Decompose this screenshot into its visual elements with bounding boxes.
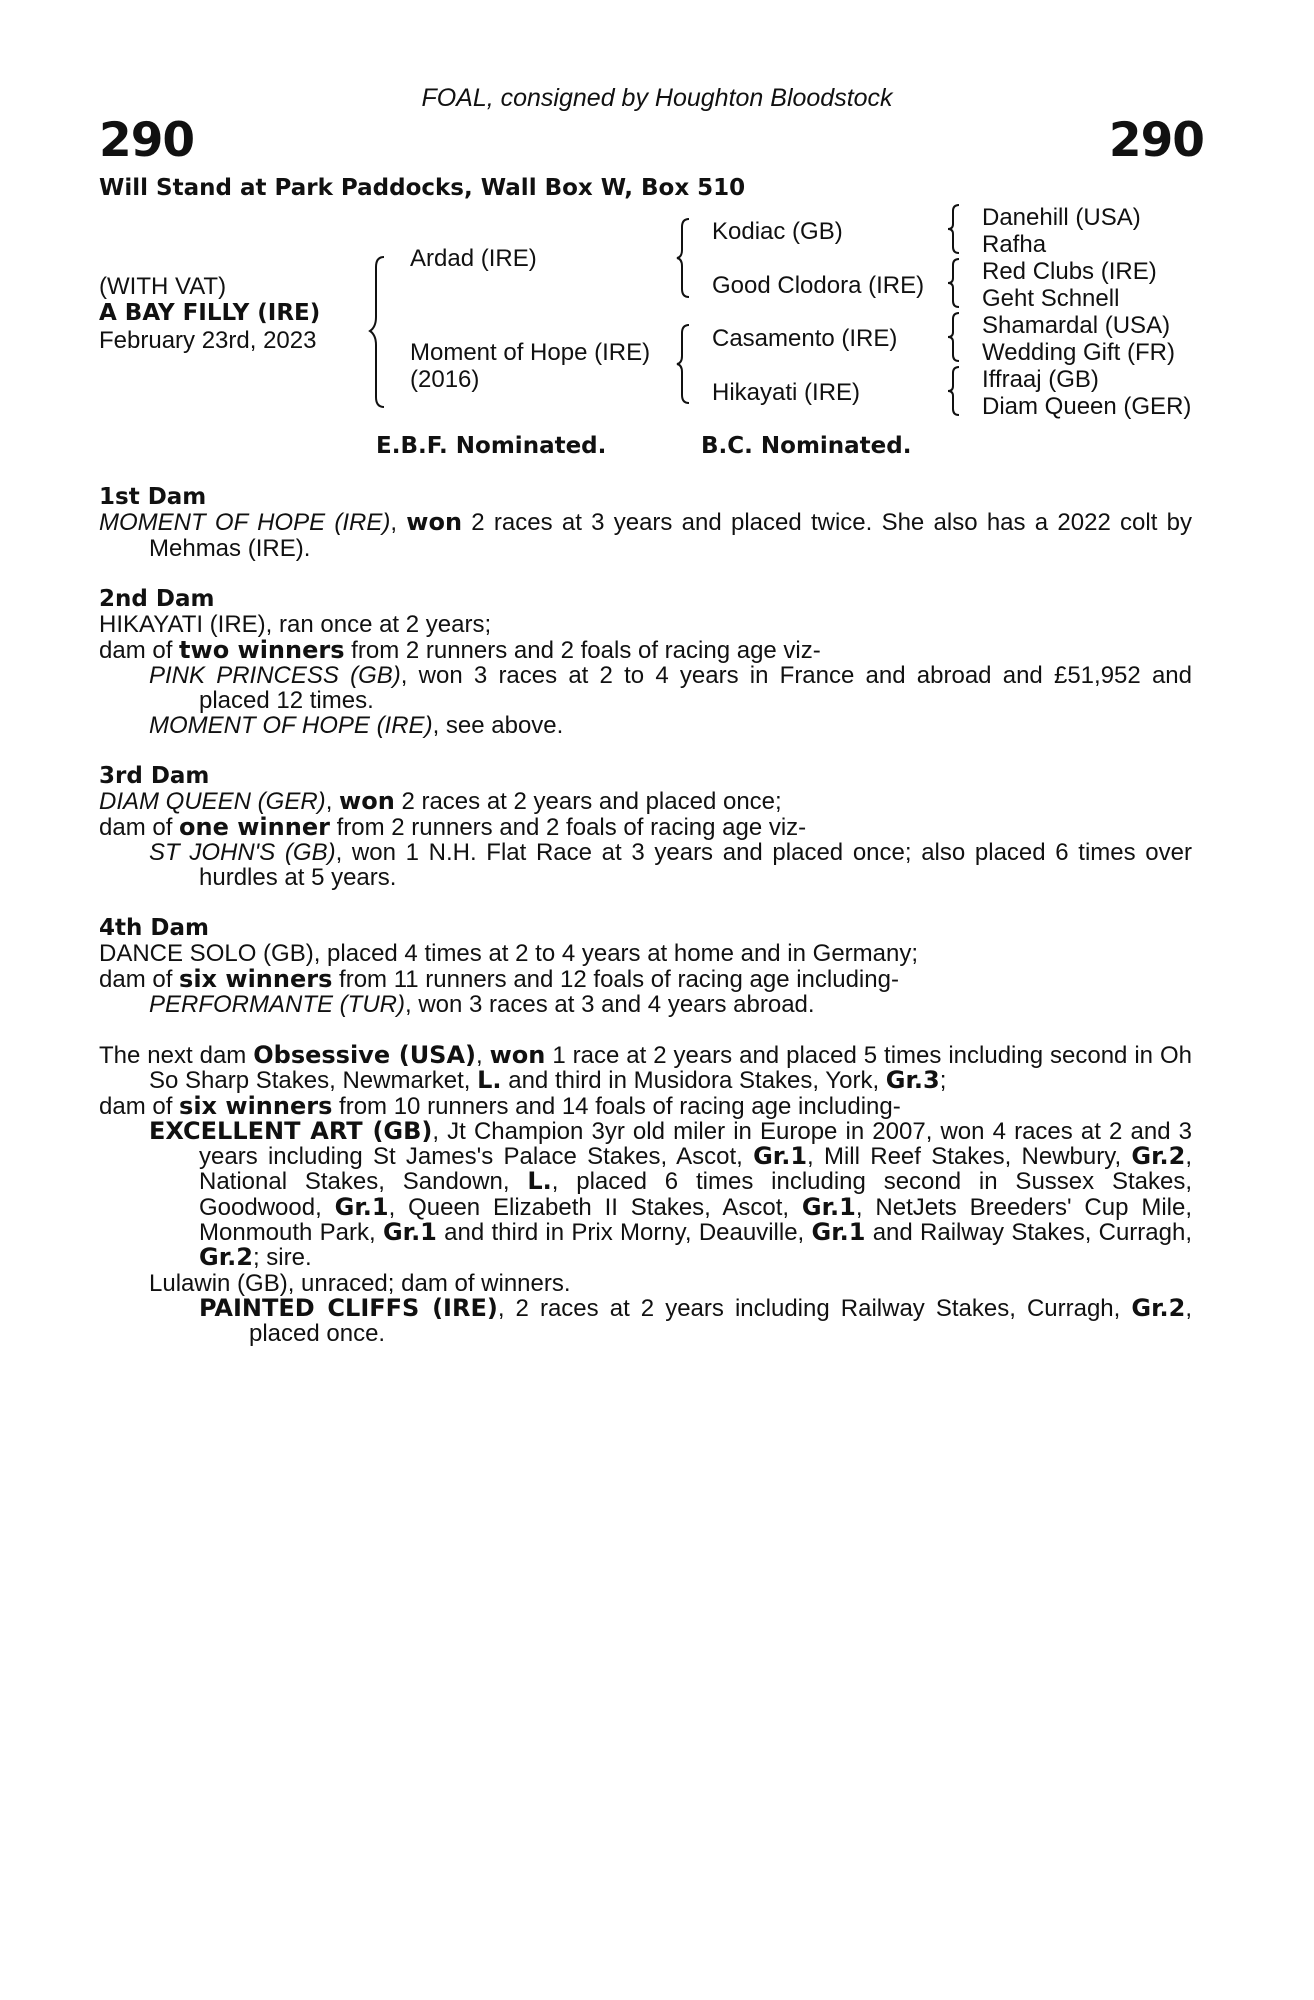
text: 1 race at 2 years and placed 5 times including second in Oh So Sharp Stakes, Newmarket, — [149, 1042, 1192, 1095]
text: and Railway Stakes, Curragh, — [865, 1219, 1193, 1247]
text: , placed 6 times including second in Sussex Stakes, Goodwood, — [199, 1168, 1193, 1221]
text: , won 3 races at 2 to 4 years in France and abroad and £51,952 and placed 12 times. — [199, 661, 1192, 715]
text: dam of — [99, 813, 180, 841]
winners-count: two winners — [179, 635, 345, 664]
produce-name: EXCELLENT ART (GB) — [149, 1116, 433, 1145]
lot-number-left: 290 — [99, 113, 195, 168]
great-grandsire-1: Danehill (USA) — [982, 204, 1141, 231]
produce-name: MOMENT OF HOPE (IRE) — [149, 712, 433, 740]
text: , Queen Elizabeth II Stakes, Ascot, — [388, 1193, 802, 1221]
text: from 2 runners and 2 foals of racing age viz- — [344, 636, 821, 664]
text: and third in Musidora Stakes, York, — [501, 1067, 886, 1095]
first-dam-record — [99, 510, 1192, 561]
text: from 2 runners and 2 foals of racing age viz- — [329, 813, 807, 841]
first-dam-heading: 1st Dam — [99, 484, 207, 510]
third-dam-record — [99, 789, 1192, 814]
dam-sire: Casamento (IRE) — [712, 325, 898, 352]
third-dam-heading: 3rd Dam — [99, 763, 210, 789]
group-label: Gr.2 — [1131, 1142, 1186, 1171]
text: The next dam — [99, 1042, 254, 1069]
great-grandsire-7: Iffraaj (GB) — [982, 366, 1099, 393]
text: , NetJets Breeders' Cup Mile, Monmouth Park, — [199, 1193, 1192, 1247]
great-grandsire-5: Shamardal (USA) — [982, 312, 1171, 339]
text: , Jt Champion 3yr old miler in Europe in 2007, won 4 races at 2 and 3 years including St James's Palace Stakes, Ascot, — [199, 1117, 1193, 1171]
lot-number-right: 290 — [1108, 113, 1204, 168]
pedigree-bracket-g56 — [948, 311, 964, 363]
produce-entry — [99, 992, 1192, 1017]
third-dam-name: DIAM QUEEN (GER) — [99, 788, 326, 816]
third-dam-section — [99, 764, 1192, 890]
group-label: Gr.1 — [811, 1218, 866, 1247]
text: , 2 races at 2 years including Railway Stakes, Curragh, — [497, 1294, 1132, 1322]
consignment-line: FOAL, consigned by Houghton Bloodstock — [421, 84, 893, 112]
produce-entry — [99, 840, 1192, 891]
text: ; — [939, 1067, 947, 1095]
produce-entry — [99, 713, 1192, 738]
text: ; sire. — [252, 1244, 312, 1272]
winners-count: one winner — [179, 812, 330, 841]
third-dam-produce-summary — [99, 812, 1192, 841]
text: , won 3 races at 3 and 4 years abroad. — [404, 990, 815, 1018]
group-label: Gr.1 — [801, 1192, 856, 1221]
fourth-dam-record: DANCE SOLO (GB), placed 4 times at 2 to 4 years at home and in Germany; — [99, 940, 919, 968]
sire: Ardad (IRE) — [410, 245, 537, 272]
text: , Mill Reef Stakes, Newbury, — [807, 1143, 1132, 1171]
listed-label: L. — [527, 1167, 552, 1196]
won-label: won — [339, 787, 395, 816]
subject-name: A BAY FILLY (IRE) — [99, 300, 321, 326]
text: , placed once. — [249, 1294, 1193, 1348]
second-dam-record: HIKAYATI (IRE), ran once at 2 years; — [99, 611, 492, 639]
stand-location: Will Stand at Park Paddocks, Wall Box W, Box 510 — [99, 175, 746, 201]
text: dam of — [99, 965, 180, 993]
next-dam-section — [99, 1043, 1192, 1347]
group-label: Gr.1 — [334, 1192, 389, 1221]
great-granddam-8: Diam Queen (GER) — [982, 393, 1192, 420]
second-dam-produce-summary — [99, 635, 1192, 664]
second-dam-heading: 2nd Dam — [99, 586, 215, 612]
fourth-dam-section — [99, 916, 1192, 1017]
text: , — [325, 788, 340, 816]
pedigree-bracket-g12 — [948, 203, 964, 255]
winners-count: six winners — [179, 964, 333, 993]
winners-count: six winners — [179, 1091, 333, 1120]
fourth-dam-heading: 4th Dam — [99, 915, 209, 941]
group-label: Gr.2 — [199, 1243, 253, 1272]
great-grandsire-3: Red Clubs (IRE) — [982, 258, 1157, 285]
pedigree-bracket-g78 — [948, 365, 964, 417]
vat-note: (WITH VAT) — [99, 273, 227, 300]
group-label: Gr.1 — [753, 1142, 808, 1171]
next-dam-record — [99, 1043, 1192, 1094]
produce-name: PINK PRINCESS (GB) — [149, 661, 401, 689]
text: 2 races at 3 years and placed twice. She also has a 2022 colt by Mehmas (IRE). — [149, 509, 1193, 562]
sire-dam: Good Clodora (IRE) — [712, 272, 925, 299]
pedigree-bracket-sire — [677, 217, 695, 299]
text: , National Stakes, Sandown, — [199, 1143, 1192, 1196]
first-dam-section — [99, 485, 1192, 561]
text: from 11 runners and 12 foals of racing age including- — [332, 965, 899, 993]
group-label: Gr.1 — [382, 1218, 437, 1247]
great-granddam-2: Rafha — [982, 231, 1047, 258]
pedigree-bracket-g34 — [948, 257, 964, 309]
pedigree-bracket-dam — [677, 323, 695, 405]
great-granddam-6: Wedding Gift (FR) — [982, 339, 1175, 366]
produce-name: ST JOHN'S (GB) — [149, 838, 336, 866]
bc-nominated: B.C. Nominated. — [701, 433, 912, 459]
next-dam-produce-summary — [99, 1091, 1192, 1120]
won-label: won — [406, 508, 463, 537]
produce-name: PERFORMANTE (TUR) — [149, 990, 405, 1018]
text: , won 1 N.H. Flat Race at 3 years and placed once; also placed 6 times over hurdles at 5 years. — [199, 838, 1192, 892]
foaling-date: February 23rd, 2023 — [99, 327, 317, 354]
text: from 10 runners and 14 foals of racing age including- — [332, 1092, 901, 1120]
produce-entry-lulawin: Lulawin (GB), unraced; dam of winners. — [149, 1269, 571, 1297]
first-dam-name: MOMENT OF HOPE (IRE) — [99, 509, 391, 537]
listed-label: L. — [477, 1066, 502, 1095]
group-label: Gr.3 — [885, 1066, 940, 1095]
produce-entry — [99, 663, 1192, 714]
sire-sire: Kodiac (GB) — [712, 218, 843, 245]
text: , — [390, 509, 407, 537]
pedigree-bracket-main — [370, 255, 390, 410]
dam-year: (2016) — [410, 366, 480, 393]
produce-name: PAINTED CLIFFS (IRE) — [199, 1293, 498, 1322]
ebf-nominated: E.B.F. Nominated. — [376, 433, 607, 459]
text: dam of — [99, 636, 180, 664]
text: 2 races at 2 years and placed once; — [394, 788, 782, 816]
text: , see above. — [432, 712, 564, 740]
text: and third in Prix Morny, Deauville, — [436, 1219, 812, 1247]
won-label: won — [489, 1041, 546, 1069]
dam: Moment of Hope (IRE) — [410, 339, 651, 366]
next-dam-name: Obsessive (USA) — [253, 1041, 477, 1069]
second-dam-section — [99, 587, 1192, 739]
dam-dam: Hikayati (IRE) — [712, 379, 861, 406]
fourth-dam-produce-summary — [99, 964, 1192, 993]
group-label: Gr.2 — [1131, 1293, 1186, 1322]
text: dam of — [99, 1092, 180, 1120]
produce-entry-excellent-art — [99, 1116, 1193, 1272]
great-granddam-4: Geht Schnell — [982, 285, 1120, 312]
text: , — [476, 1042, 490, 1069]
produce-entry-painted-cliffs — [99, 1293, 1193, 1348]
